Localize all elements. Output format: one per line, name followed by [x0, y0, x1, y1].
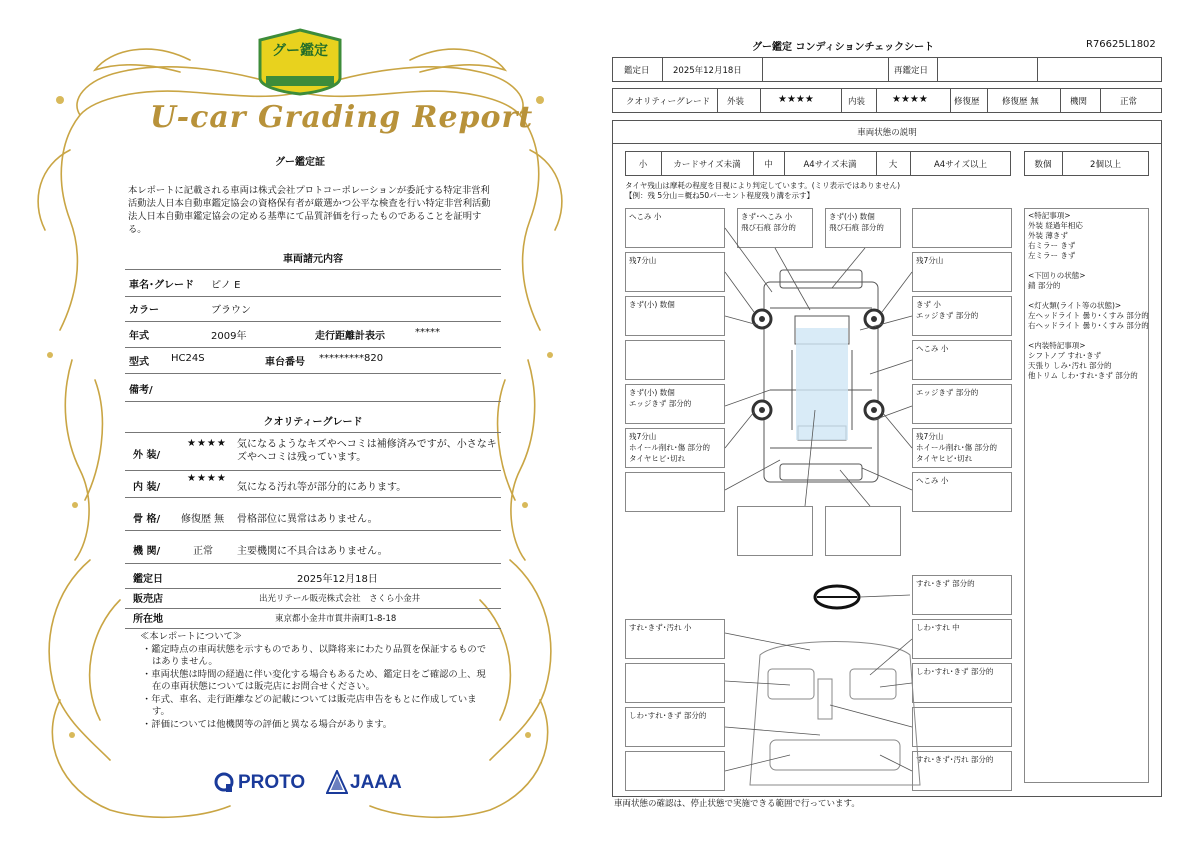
spec-row-year: 年式 2009年 走行距離計表示 ***** — [125, 327, 501, 348]
damage-box-right: へこみ 小 — [912, 472, 1012, 512]
legend-small-desc: カードサイズ未満 — [673, 160, 741, 170]
damage-box-left: 残7分山 ホイール削れ･傷 部分的 タイヤヒビ･切れ — [625, 428, 725, 468]
repair-label: 修復歴 — [954, 97, 980, 107]
legend-medium-desc: A4サイズ未満 — [803, 160, 857, 170]
badge-text: グー鑑定 — [272, 43, 328, 59]
damage-box-right: 残7分山 ホイール削れ･傷 部分的 タイヤヒビ･切れ — [912, 428, 1012, 468]
damage-box-left: きず(小) 数個 — [625, 296, 725, 336]
notes-heading: ≪本レポートについて≫ — [140, 631, 243, 642]
note-item: ・年式、車名、走行距離などの記載については販売店申告をもとに作成しています。 — [142, 693, 477, 717]
certificate-intro: 本レポートに記載される車両は株式会社プロトコーポレーションが委託する特定非営利活動法人日本自動車鑑定協会の資格保有者が厳選かつ公平な検査を行い特定非営利活動法人日本自動車鑑定協会の定める基準にて品質評価を行ったものであることを証明する。 — [128, 185, 491, 235]
car-exterior-diagram — [620, 200, 1020, 610]
grade-label: クオリティーグレード — [626, 97, 711, 107]
note-item: ・鑑定時点の車両状態を示すものであり、以降将来にわたり品質を保証するものではありません。 — [142, 643, 486, 667]
note-item: ・車両状態は時間の経過に伴い変化する場合もあるため、鑑定日をご確認の上、現在の車両状態については販売店にお問合せください。 — [142, 668, 486, 692]
spec-row-remarks: 備考/ — [125, 381, 501, 402]
damage-box-left: へこみ 小 — [625, 208, 725, 248]
quality-heading: クオリティーグレード — [263, 417, 363, 428]
date-value: 2025年12月18日 — [673, 66, 742, 76]
quality-row-frame: 骨 格/ 修復歴 無 骨格部位に異常はありません。 — [125, 506, 501, 531]
damage-box-top: きず･へこみ 小 飛び石痕 部分的 — [737, 208, 813, 248]
interior-box-right: すれ･きず･汚れ 部分的 — [912, 751, 1012, 791]
quality-row-interior: 内 装/ ★★★★ 気になる汚れ等が部分的にあります。 — [125, 473, 501, 498]
engine-value: 正常 — [1120, 97, 1138, 107]
exterior-label: 外装 — [727, 97, 745, 107]
legend-medium: 中 — [764, 160, 773, 170]
spec-heading: 車両諸元内容 — [283, 254, 343, 265]
legend-large: 大 — [888, 160, 898, 170]
report-notes — [140, 631, 490, 731]
damage-box-left: きず(小) 数個 エッジきず 部分的 — [625, 384, 725, 424]
interior-box-right: しわ･すれ 中 — [912, 619, 1012, 659]
damage-box-right: 残7分山 — [912, 252, 1012, 292]
info-row-address: 所在地 東京都小金井市貫井南町1-8-18 — [125, 610, 501, 629]
sheet-footer: 車両状態の確認は、停止状態で実施できる範囲で行っています。 — [614, 799, 860, 809]
sheet-title: グー鑑定 コンディションチェックシート — [752, 42, 935, 53]
interior-box-right: しわ･すれ･きず 部分的 — [912, 663, 1012, 703]
redate-label: 再鑑定日 — [894, 66, 929, 76]
interior-stars: ★★★★ — [892, 94, 928, 105]
info-row-date: 鑑定日 2025年12月18日 — [125, 570, 501, 589]
damage-box-left: 残7分山 — [625, 252, 725, 292]
damage-box-right: へこみ 小 — [912, 340, 1012, 380]
date-label: 鑑定日 — [624, 66, 650, 76]
car-interior-diagram — [620, 575, 1020, 795]
note-item: ・評価については他機関等の評価と異なる場合があります。 — [142, 718, 393, 730]
proto-logo-icon — [214, 772, 236, 794]
damage-box-top: きず(小) 数個 飛び石痕 部分的 — [825, 208, 901, 248]
damage-box-right: エッジきず 部分的 — [912, 384, 1012, 424]
damage-box-right: きず 小 エッジきず 部分的 — [912, 296, 1012, 336]
tire-note-2: 【例：残 5分山＝概ね50パーセント程度残り溝を示す】 — [625, 191, 815, 200]
interior-box-left: すれ･きず･汚れ 小 — [625, 619, 725, 659]
legend-small: 小 — [638, 160, 648, 170]
quality-row-exterior: 外 装/ ★★★★ 気になるようなキズやヘコミは補修済みですが、小さなキズやヘコミは残っています。 — [125, 438, 501, 471]
interior-label: 内装 — [848, 97, 866, 107]
report-title: U-car Grading Report — [150, 100, 534, 135]
jaaa-logo-icon — [326, 770, 348, 794]
info-row-dealer: 販売店 出光リテール販売株式会社 さくら小金井 — [125, 590, 501, 609]
certificate-subtitle: グー鑑定証 — [275, 157, 325, 168]
jaaa-logo: JAAA — [350, 772, 402, 793]
exterior-stars: ★★★★ — [778, 94, 814, 105]
spec-row-name: 車名･グレード ピノ E — [125, 276, 501, 297]
legend-count-desc: 2個以上 — [1090, 160, 1121, 170]
legend-large-desc: A4サイズ以上 — [933, 160, 988, 170]
repair-value: 修復歴 無 — [1002, 97, 1039, 107]
special-notes: <特記事項> 外装 経過年相応 外装 薄きず 右ミラー きず 左ミラー きず <下回りの状態> 錆 部分的 <灯火類(ライト等の状態)> 左ヘッドライト 曇り･くすみ 部分的 右ヘッドライト 曇り･くすみ 部分的 <内装特記事項> シフトノブ すれ･きず 天張り しみ･汚れ 部分的 他トリム しわ･すれ･きず 部分的 — [1024, 208, 1149, 783]
quality-row-engine: 機 関/ 正常 主要機関に不具合はありません。 — [125, 539, 501, 564]
tire-note-1: タイヤ残山は摩耗の程度を目視により判定しています。(ミリ表示ではありません) — [625, 181, 901, 190]
engine-label: 機関 — [1070, 97, 1088, 107]
proto-logo: PROTO — [238, 772, 306, 793]
sheet-id: R76625L1802 — [1086, 39, 1156, 50]
condition-heading: 車両状態の説明 — [857, 128, 917, 138]
interior-box-left: しわ･すれ･きず 部分的 — [625, 707, 725, 747]
spec-row-model: 型式 HC24S 車台番号 *********820 — [125, 353, 501, 374]
legend-count: 数個 — [1034, 160, 1052, 170]
interior-box-right: すれ･きず 部分的 — [912, 575, 1012, 615]
spec-row-color: カラー ブラウン — [125, 301, 501, 322]
